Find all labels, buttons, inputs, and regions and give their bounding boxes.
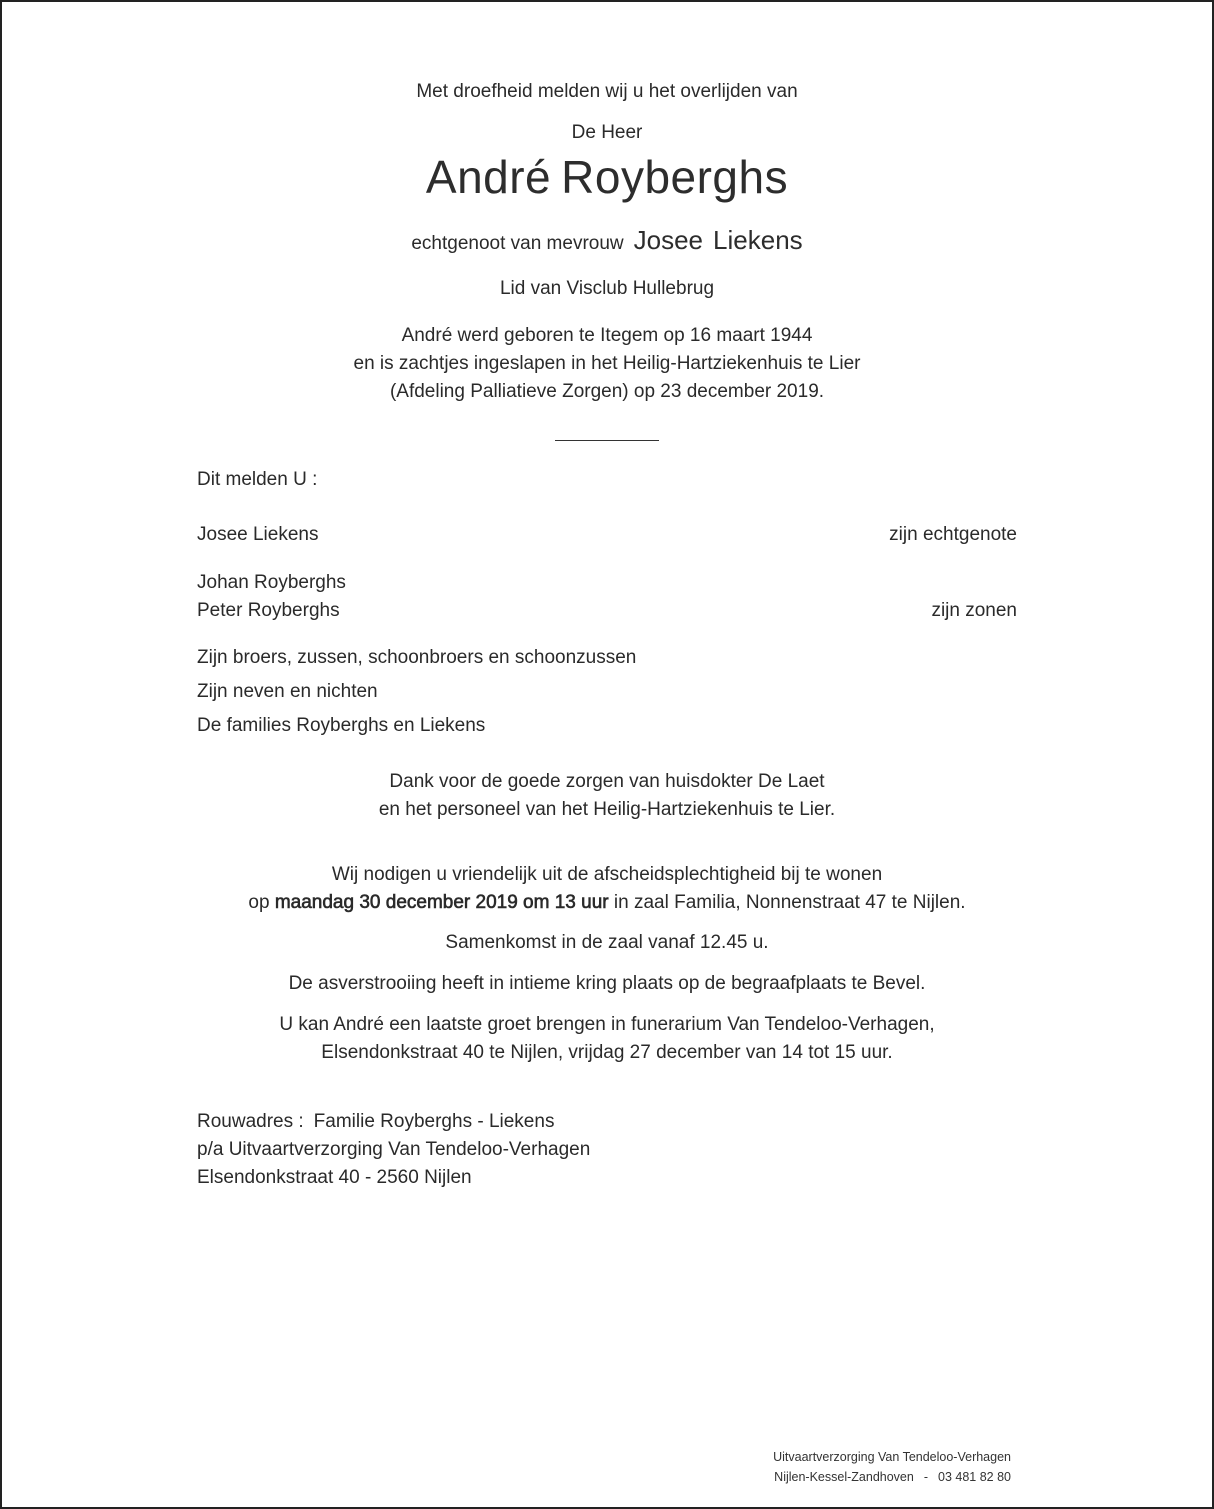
son-2-name: Peter Royberghs [197, 600, 340, 621]
footer-separator: - [923, 1470, 928, 1484]
spouse-relation: zijn echtgenote [889, 524, 1017, 545]
footer-contact [774, 1470, 1011, 1484]
footer-phone: 03 481 82 80 [938, 1470, 1011, 1484]
mourning-address-family: Familie Royberghs - Liekens [313, 1111, 555, 1132]
visit-line-2: Elsendonkstraat 40 te Nijlen, vrijdag 27 december van 14 tot 15 uur. [321, 1042, 893, 1063]
spouse-last-name: Liekens [713, 225, 803, 255]
mourning-address-street: Elsendonkstraat 40 - 2560 Nijlen [197, 1167, 472, 1188]
ceremony-line-1: Wij nodigen u vriendelijk uit de afscheidsplechtigheid bij te wonen [331, 864, 883, 885]
title-prefix: De Heer [571, 122, 643, 143]
bio-line-2: en is zachtjes ingeslapen in het Heilig-Hartziekenhuis te Lier [353, 353, 861, 374]
cousins-line: Zijn neven en nichten [197, 681, 378, 702]
intro-text: Met droefheid melden wij u het overlijden van [416, 81, 798, 102]
announcers-intro: Dit melden U : [197, 469, 318, 490]
mourning-address-care-of: p/a Uitvaartverzorging Van Tendeloo-Verhagen [197, 1139, 591, 1160]
divider-rule [555, 440, 659, 441]
footer-locations: Nijlen-Kessel-Zandhoven [774, 1470, 914, 1484]
scattering-line: De asverstrooiing heeft in intieme kring plaats op de begraafplaats te Bevel. [288, 973, 926, 994]
bio-line-1: André werd geboren te Itegem op 16 maart 1944 [401, 325, 813, 346]
thanks-line-2: en het personeel van het Heilig-Hartziekenhuis te Lier. [378, 799, 836, 820]
gathering-line: Samenkomst in de zaal vanaf 12.45 u. [445, 932, 769, 953]
son-1-name: Johan Royberghs [197, 572, 346, 593]
ceremony-date-time: maandag 30 december 2019 om 13 uur [274, 892, 609, 913]
spouse-line [0, 225, 1214, 256]
deceased-last-name: Royberghs [561, 151, 789, 203]
spouse-first-name: Josee [633, 225, 704, 255]
thanks-line-1: Dank voor de goede zorgen van huisdokter De Laet [389, 771, 825, 792]
deceased-name [0, 153, 1214, 201]
spouse-name-entry: Josee Liekens [197, 524, 319, 545]
ceremony-line-2 [0, 893, 1214, 913]
footer-company: Uitvaartverzorging Van Tendeloo-Verhagen [773, 1450, 1011, 1464]
ceremony-pre: op [248, 892, 270, 913]
bio-line-3: (Afdeling Palliatieve Zorgen) op 23 december 2019. [389, 381, 825, 402]
mourning-address-line-1 [197, 1112, 554, 1132]
families-line: De families Royberghs en Liekens [197, 715, 486, 736]
mourning-address-label: Rouwadres : [197, 1111, 304, 1132]
spouse-prefix: echtgenoot van mevrouw [411, 233, 624, 254]
siblings-line: Zijn broers, zussen, schoonbroers en schoonzussen [197, 647, 637, 668]
deceased-first-name: André [425, 151, 552, 203]
ceremony-location: in zaal Familia, Nonnenstraat 47 te Nijlen. [613, 892, 966, 913]
membership-text: Lid van Visclub Hullebrug [499, 278, 715, 299]
sons-relation: zijn zonen [931, 600, 1017, 621]
visit-line-1: U kan André een laatste groet brengen in funerarium Van Tendeloo-Verhagen, [279, 1014, 935, 1035]
